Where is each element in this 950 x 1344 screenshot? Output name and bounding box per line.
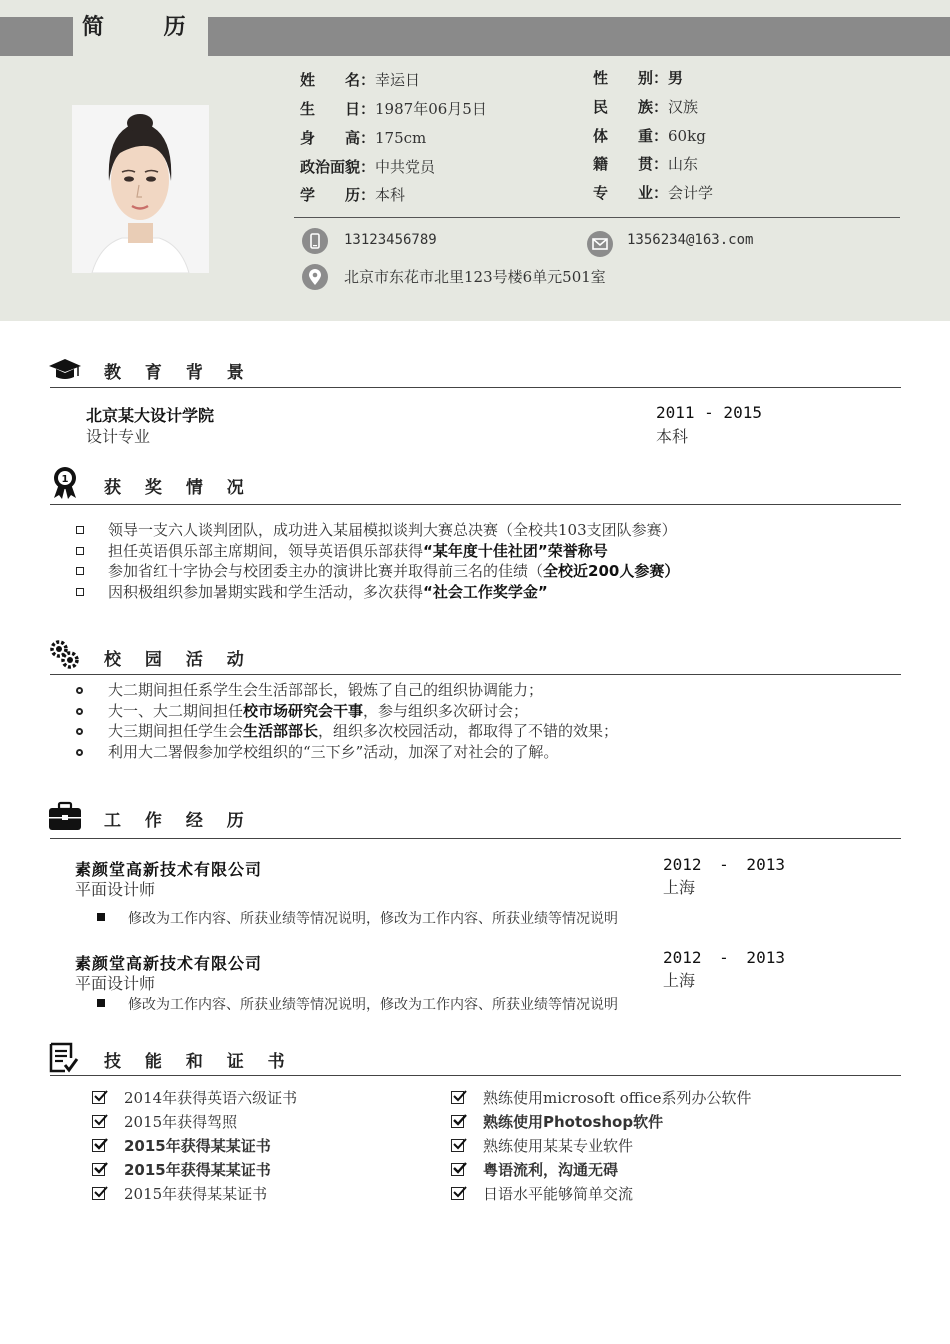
- profile-photo: [72, 105, 209, 273]
- education-degree: 本科: [656, 427, 689, 446]
- graduation-cap-icon: [48, 352, 82, 386]
- email-address: 1356234@163.com: [627, 232, 754, 248]
- section-divider: [50, 838, 901, 839]
- job-company: 素颜堂高新技术有限公司: [75, 860, 263, 879]
- skill-item: 2015年获得驾照: [92, 1112, 237, 1132]
- document-check-icon: [48, 1041, 82, 1075]
- list-item: 利用大二署假参加学校组织的“三下乡”活动，加深了对社会的了解。: [76, 742, 618, 763]
- square-bullet-icon: [76, 526, 84, 534]
- school-name: 北京某大设计学院: [86, 406, 215, 425]
- profile-value: 中共党员: [375, 158, 436, 176]
- svg-text:1: 1: [61, 474, 69, 485]
- title-bar-right: [208, 17, 950, 56]
- location-pin-icon: [302, 264, 328, 290]
- profile-label: 专 业：: [593, 184, 669, 202]
- section-divider: [50, 387, 901, 388]
- skill-item: 2015年获得某某证书: [92, 1136, 271, 1156]
- section-title-education: 教 育 背 景: [104, 363, 253, 383]
- section-title-work: 工 作 经 历: [104, 811, 253, 831]
- profile-label: 政治面貌：: [300, 158, 376, 176]
- square-bullet-icon: [97, 913, 105, 921]
- job-position: 平面设计师: [75, 880, 156, 899]
- checkbox-checked-icon: [451, 1139, 464, 1152]
- profile-value: 175cm: [375, 129, 427, 147]
- skill-item: 2015年获得某某证书: [92, 1160, 271, 1180]
- profile-label: 体 重：: [593, 127, 669, 145]
- profile-value: 男: [668, 69, 684, 87]
- profile-row-education: [300, 184, 405, 205]
- checkbox-checked-icon: [451, 1163, 464, 1176]
- list-item: 大三期间担任学生会生活部部长，组织多次校园活动，都取得了不错的效果；: [76, 721, 618, 742]
- profile-label: 性 别：: [593, 69, 669, 87]
- skill-item: 2014年获得英语六级证书: [92, 1088, 297, 1108]
- profile-label: 身 高：: [300, 129, 376, 147]
- circle-bullet-icon: [76, 728, 83, 735]
- list-item: 担任英语俱乐部主席期间，领导英语俱乐部获得“某年度十佳社团”荣誉称号: [76, 541, 679, 562]
- profile-label: 生 日：: [300, 100, 376, 118]
- circle-bullet-icon: [76, 687, 83, 694]
- profile-label: 民 族：: [593, 98, 669, 116]
- title-bar-left: [0, 17, 73, 56]
- profile-row-major: [593, 182, 713, 203]
- job-description: 修改为工作内容、所获业绩等情况说明，修改为工作内容、所获业绩等情况说明: [128, 911, 618, 927]
- activities-list: [76, 680, 618, 762]
- list-item: 参加省红十字协会与校团委主办的演讲比赛并取得前三名的佳绩（全校近200人参赛）: [76, 561, 679, 582]
- checkbox-checked-icon: [92, 1091, 105, 1104]
- profile-row-hometown: [593, 153, 698, 174]
- square-bullet-icon: [97, 999, 105, 1007]
- list-item: 大一、大二期间担任校市场研究会干事，参与组织多次研讨会；: [76, 701, 618, 722]
- phone-number: 13123456789: [344, 232, 437, 248]
- profile-value: 汉族: [668, 98, 699, 116]
- skill-item: 熟练使用Photoshop软件: [451, 1112, 663, 1132]
- header-divider: [294, 217, 900, 218]
- profile-value: 本科: [375, 186, 406, 204]
- address: 北京市东花市北里123号楼6单元501室: [344, 268, 606, 286]
- section-divider: [50, 504, 901, 505]
- award-medal-icon: [48, 465, 82, 499]
- list-item: 因积极组织参加暑期实践和学生活动，多次获得“社会工作奖学金”: [76, 582, 679, 603]
- profile-label: 学 历：: [300, 186, 376, 204]
- section-title-activities: 校 园 活 动: [104, 650, 253, 670]
- profile-row-height: [300, 127, 426, 148]
- phone-icon: [302, 228, 328, 254]
- section-title-awards: 获 奖 情 况: [104, 478, 253, 498]
- circle-bullet-icon: [76, 708, 83, 715]
- circle-bullet-icon: [76, 749, 83, 756]
- profile-row-weight: [593, 125, 706, 146]
- checkbox-checked-icon: [451, 1187, 464, 1200]
- profile-value: 会计学: [668, 184, 714, 202]
- skill-item: 日语水平能够简单交流: [451, 1184, 633, 1204]
- gears-icon: [48, 638, 82, 672]
- profile-label: 籍 贯：: [593, 155, 669, 173]
- skill-item: 熟练使用某某专业软件: [451, 1136, 633, 1156]
- profile-row-birthday: [300, 98, 487, 119]
- profile-value: 60kg: [668, 127, 706, 145]
- checkbox-checked-icon: [92, 1115, 105, 1128]
- job-city: 上海: [663, 971, 696, 990]
- square-bullet-icon: [76, 547, 84, 555]
- skill-item: 粤语流利，沟通无碍: [451, 1160, 618, 1180]
- checkbox-checked-icon: [92, 1163, 105, 1176]
- email-icon: [587, 231, 613, 257]
- profile-label: 姓 名：: [300, 71, 376, 89]
- list-item: 领导一支六人谈判团队，成功进入某届模拟谈判大赛总决赛（全校共103支团队参赛）: [76, 520, 679, 541]
- school-major: 设计专业: [86, 427, 151, 446]
- checkbox-checked-icon: [451, 1115, 464, 1128]
- profile-value: 幸运日: [375, 71, 421, 89]
- education-years: 2011 - 2015: [656, 403, 762, 422]
- list-item: 大二期间担任系学生会生活部部长，锻炼了自己的组织协调能力；: [76, 680, 618, 701]
- resume-title: 简 历: [82, 15, 212, 40]
- square-bullet-icon: [76, 588, 84, 596]
- section-title-skills: 技 能 和 证 书: [104, 1052, 294, 1072]
- section-divider: [50, 1075, 901, 1076]
- job-description: 修改为工作内容、所获业绩等情况说明，修改为工作内容、所获业绩等情况说明: [128, 997, 618, 1013]
- section-divider: [50, 674, 901, 675]
- profile-value: 1987年06月5日: [375, 100, 487, 118]
- checkbox-checked-icon: [92, 1187, 105, 1200]
- briefcase-icon: [48, 800, 82, 834]
- skill-item: 2015年获得某某证书: [92, 1184, 267, 1204]
- square-bullet-icon: [76, 567, 84, 575]
- checkbox-checked-icon: [92, 1139, 105, 1152]
- job-position: 平面设计师: [75, 974, 156, 993]
- job-years: 2012 - 2013: [663, 855, 785, 874]
- checkbox-checked-icon: [451, 1091, 464, 1104]
- profile-value: 山东: [668, 155, 699, 173]
- job-company: 素颜堂高新技术有限公司: [75, 954, 263, 973]
- skill-item: 熟练使用microsoft office系列办公软件: [451, 1088, 751, 1108]
- profile-row-political: [300, 156, 435, 177]
- job-city: 上海: [663, 878, 696, 897]
- job-years: 2012 - 2013: [663, 948, 785, 967]
- awards-list: [76, 520, 679, 602]
- profile-row-name: [300, 69, 420, 90]
- profile-row-gender: [593, 67, 683, 88]
- profile-row-ethnicity: [593, 96, 698, 117]
